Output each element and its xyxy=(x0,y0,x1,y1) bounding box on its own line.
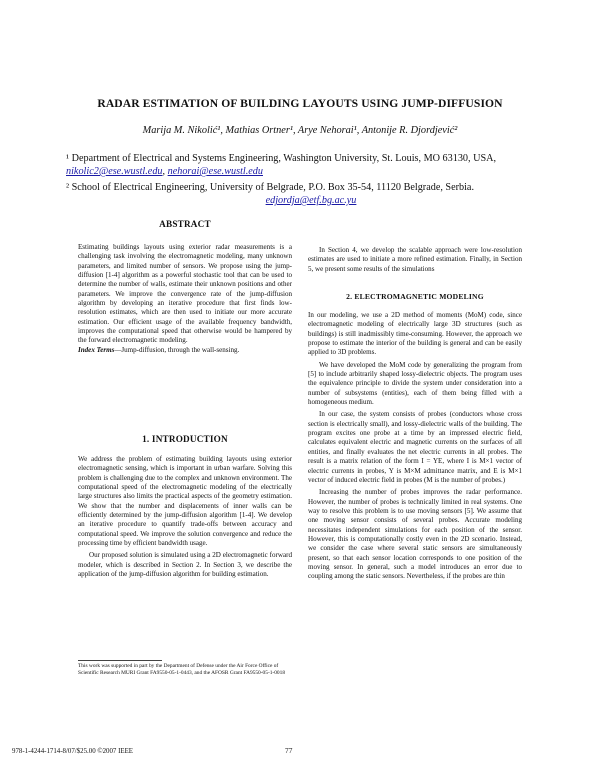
abstract-heading: ABSTRACT xyxy=(159,219,211,229)
abstract-heading-wrap xyxy=(78,219,292,229)
paper-title: RADAR ESTIMATION OF BUILDING LAYOUTS USING JUMP-DIFFUSION xyxy=(97,97,503,110)
affiliation-1 xyxy=(66,152,556,178)
email-separator: , xyxy=(162,166,166,177)
copyright-footer: 978-1-4244-1714-8/07/$25.00 ©2007 IEEE xyxy=(12,748,134,755)
em-paragraph-3: In our case, the system consists of probes (conductors whose cross section is electrically small), and lossy-dielectric walls of the building. The program excites one probe at a time by an impressed electric field, calculates equivalent electric and magnetic currents on the surfaces of all entities, and finally evaluates the net electric currents in all probes. The result is a matrix relation of the form I = YE, where I is M×1 vector of electric currents in probes, Y is M×M admittance matrix, and E is M×1 vector of induced electric field in probes (M is the number of probes.) xyxy=(308,410,522,484)
footnote: This work was supported in part by the Department of Defense under the Air Force Office of Scientific Research MURI Grant FA9550-05-1-0443, and the AFOSR Grant FA9550-05-1-0018 xyxy=(78,663,286,676)
right-intro-paragraph: In Section 4, we develop the scalable approach were low-resolution estimates are used to initiate a more refined estimation. Finally, in Section 5, we present some results of the simulations xyxy=(308,246,522,273)
index-terms-text: —Jump-diffusion, through the wall-sensing. xyxy=(114,345,240,354)
author-list: Marija M. Nikolić¹, Mathias Ortner¹, Arye Nehorai¹, Antonije R. Djordjević² xyxy=(142,125,458,136)
affiliation-1-text: ¹ Department of Electrical and Systems Engineering, Washington University, St. Louis, MO 63130, USA, xyxy=(66,153,497,164)
footnote-divider xyxy=(78,660,162,661)
intro-paragraph-1: We address the problem of estimating building layouts using exterior electromagnetic sensing, which is important in urban warfare. Solving this problem is challenging due to the complex and unknown environment. The computational speed of the electromagnetic modeling of the electrically large structures also limits the practical aspects of the geometry estimation. We show that the number and displacements of inner walls can be efficiently determined by the jump-diffusion algorithm [1-4]. We develop an iterative procedure to quantify trade-offs between accuracy and computational speed. We improve the solution convergence and reduce the processing time by efficient bandwidth usage. xyxy=(78,455,292,548)
email-link-3[interactable]: edjordja@etf.bg.ac.yu xyxy=(265,195,357,206)
index-terms xyxy=(78,346,292,355)
em-heading-wrap xyxy=(308,292,522,301)
index-terms-label: Index Terms xyxy=(78,345,115,354)
affiliation-2-text: ² School of Electrical Engineering, University of Belgrade, P.O. Box 35-54, 11120 Belgrade, Serbia. xyxy=(66,182,475,193)
em-paragraph-2: We have developed the MoM code by generalizing the program from [5] to include arbitrarily shaped lossy-dielectric objects. The program uses the equivalence principle to divide the system under consideration into a number of subsystems (entities), each of them being filled with a homogeneous medium. xyxy=(308,360,522,407)
em-modeling-section xyxy=(308,311,522,582)
affiliation-2-email-line xyxy=(66,194,556,207)
abstract-section xyxy=(78,243,292,355)
email-link-2[interactable]: nehorai@ese.wustl.edu xyxy=(167,166,263,177)
section4-continuation xyxy=(308,246,522,274)
abstract-text: Estimating buildings layouts using exterior radar measurements is a challenging task involving the electromagnetic modeling, many unknown parameters, and limited number of sensors. We propose using the jump-diffusion [1-4] algorithm as a powerful stochastic tool that can be used to determine the number of walls, estimate their unknown positions and other parameters. We improve the convergence rate of the jump-diffusion algorithm by developing an iterative procedure that first finds low-resolution estimates, which are then used to initiate our more accurate estimation. Our efficient usage of the available frequency bandwidth, improves the computational speed that otherwise would be hampered by the forward electromagnetic modeling. xyxy=(78,243,292,345)
page-number: 77 xyxy=(285,746,293,755)
em-modeling-heading: 2. ELECTROMAGNETIC MODELING xyxy=(346,292,484,301)
intro-heading: 1. INTRODUCTION xyxy=(142,434,228,444)
intro-section xyxy=(78,455,292,579)
em-paragraph-1: In our modeling, we use a 2D method of moments (MoM) code, since electromagnetic modeling of electrically large 3D structures (such as buildings) is still inadmissibly time-consuming. However, the approach we propose to estimate the interior of the building is general and can be easily applied to 3D problems. xyxy=(308,311,522,357)
email-link-1[interactable]: nikolic2@ese.wustl.edu xyxy=(66,166,163,177)
intro-paragraph-2: Our proposed solution is simulated using a 2D electromagnetic forward modeler, which is described in Section 2. In Section 3, we describe the application of the jump-diffusion algorithm for building estimation. xyxy=(78,551,292,579)
em-paragraph-4: Increasing the number of probes improves the radar performance. However, the number of probes is technically limited in real systems. One way to resolve this problem is to use moving sensors [5]. We assume that one moving sensor consists of several probes. Accurate modeling necessitates independent simulations for each position of the sensor. However, this is computationally costly even in the 2D scenario. Instead, we consider the case where several static sensors are simultaneously present, so that each sensor location corresponds to one position of the moving sensor. In general, such a model introduces an error due to coupling among the static sensors. Nevertheless, if the probes are thin xyxy=(308,488,522,581)
affiliation-2 xyxy=(66,181,556,207)
intro-heading-wrap xyxy=(78,434,292,444)
